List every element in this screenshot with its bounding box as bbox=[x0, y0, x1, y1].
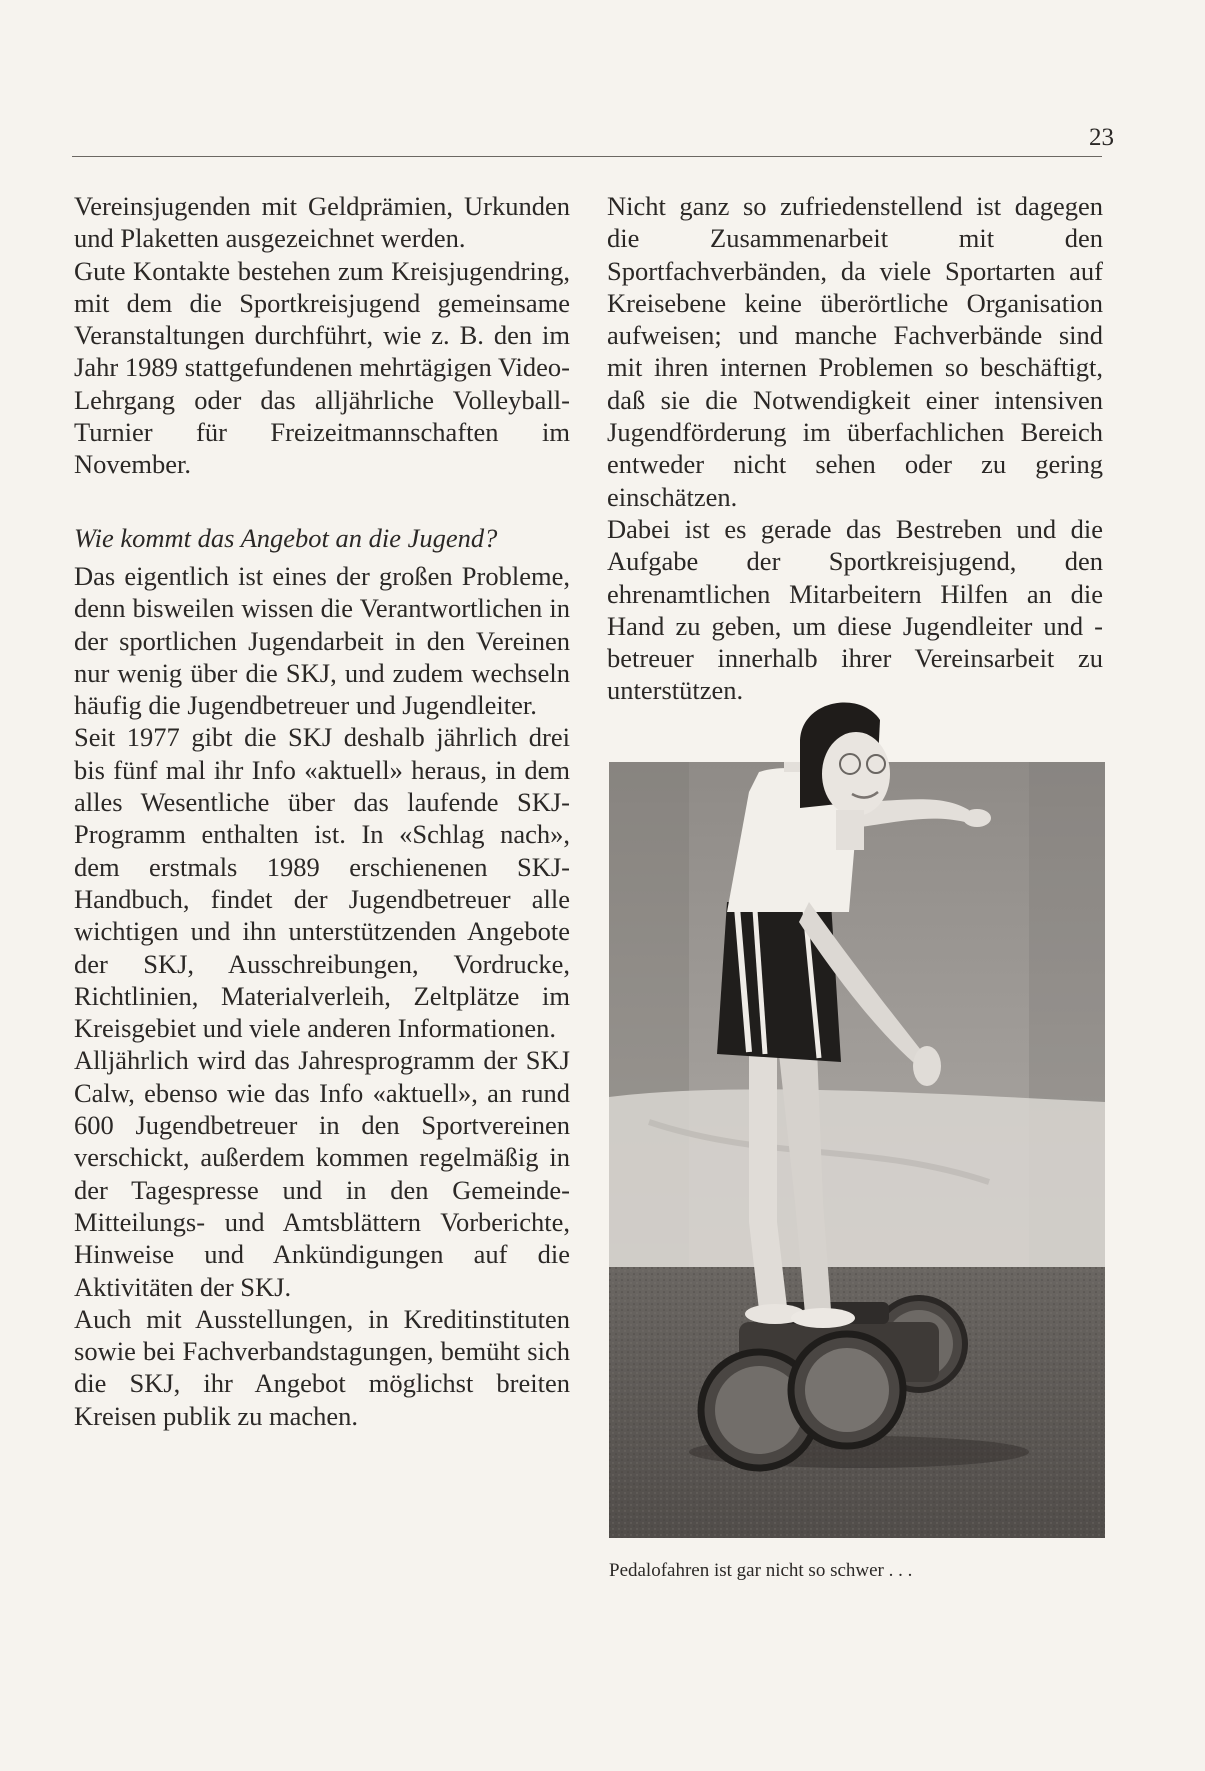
paragraph: Gute Kontakte bestehen zum Kreisjugendring, mit dem die Sportkreisjugend gemeinsame Veranstaltungen durchführt, wie z. B. den im Jahr 1989 stattgefundenen mehrtägigen Video-Lehrgang oder das alljährliche Volleyball-Turnier für Freizeitmannschaften im November. bbox=[74, 255, 570, 480]
paragraph: Das eigentlich ist eines der großen Probleme, denn bisweilen wissen die Verantwortlichen in der sportlichen Jugendarbeit in den Vereinen nur wenig über die SKJ, und zudem wechseln häufig die Jugendbetreuer und Jugendleiter. bbox=[74, 560, 570, 721]
paragraph: Seit 1977 gibt die SKJ deshalb jährlich drei bis fünf mal ihr Info «aktuell» heraus, in dem alles Wesentliche über das laufende SKJ-Programm enthalten ist. In «Schlag nach», dem erstmals 1989 erschienenen SKJ-Handbuch, findet der Jugendbetreuer alle wichtigen und ihn unterstützenden Angebote der SKJ, Ausschreibungen, Vordrucke, Richtlinien, Materialverleih, Zeltplätze im Kreisgebiet und viele anderen Informationen. bbox=[74, 722, 570, 1044]
section-heading: Wie kommt das Angebot an die Jugend? bbox=[74, 522, 498, 553]
page-number: 23 bbox=[1089, 124, 1114, 151]
left-column bbox=[74, 190, 570, 1432]
right-column bbox=[607, 190, 1103, 707]
paragraph: Vereinsjugenden mit Geldprämien, Urkunden und Plaketten ausgezeichnet werden. bbox=[74, 191, 570, 254]
paragraph: Alljährlich wird das Jahresprogramm der SKJ Calw, ebenso wie das Info «aktuell», an rund 600 Jugendbetreuer in den Sportvereinen verschickt, außerdem kommen regelmäßig in der Tagespresse und in den Gemeinde-Mitteilungs- und Amtsblättern Vorberichte, Hinweise und Ankündigungen auf die Aktivitäten der SKJ. bbox=[74, 1045, 570, 1302]
girl-head bbox=[780, 690, 904, 850]
header-rule bbox=[72, 156, 1102, 157]
paragraph: Nicht ganz so zufriedenstellend ist dagegen die Zusammenarbeit mit den Sportfachverbänden, da viele Sportarten auf Kreisebene keine überörtliche Organisation aufweisen; und manche Fachverbände sind mit ihren internen Problemen so beschäftigt, daß sie die Notwendigkeit einer intensiven Jugendförderung im überfachlichen Bereich entweder nicht sehen oder zu gering einschätzen. bbox=[607, 191, 1103, 512]
photo-girl-on-pedalo bbox=[609, 762, 1105, 1538]
paragraph: Auch mit Ausstellungen, in Kreditinstituten sowie bei Fachverbandstagungen, bemüht sich die SKJ, ihr Angebot möglichst breiten Kreisen publik zu machen. bbox=[74, 1303, 570, 1431]
photo-caption: Pedalofahren ist gar nicht so schwer . . . bbox=[609, 1560, 913, 1581]
paragraph: Dabei ist es gerade das Bestreben und die Aufgabe der Sportkreisjugend, den ehrenamtlichen Mitarbeitern Hilfen an die Hand zu geben, um diese Jugendleiter und -betreuer innerhalb ihrer Vereinsarbeit zu unterstützen. bbox=[607, 513, 1103, 706]
section-gap bbox=[74, 481, 570, 522]
